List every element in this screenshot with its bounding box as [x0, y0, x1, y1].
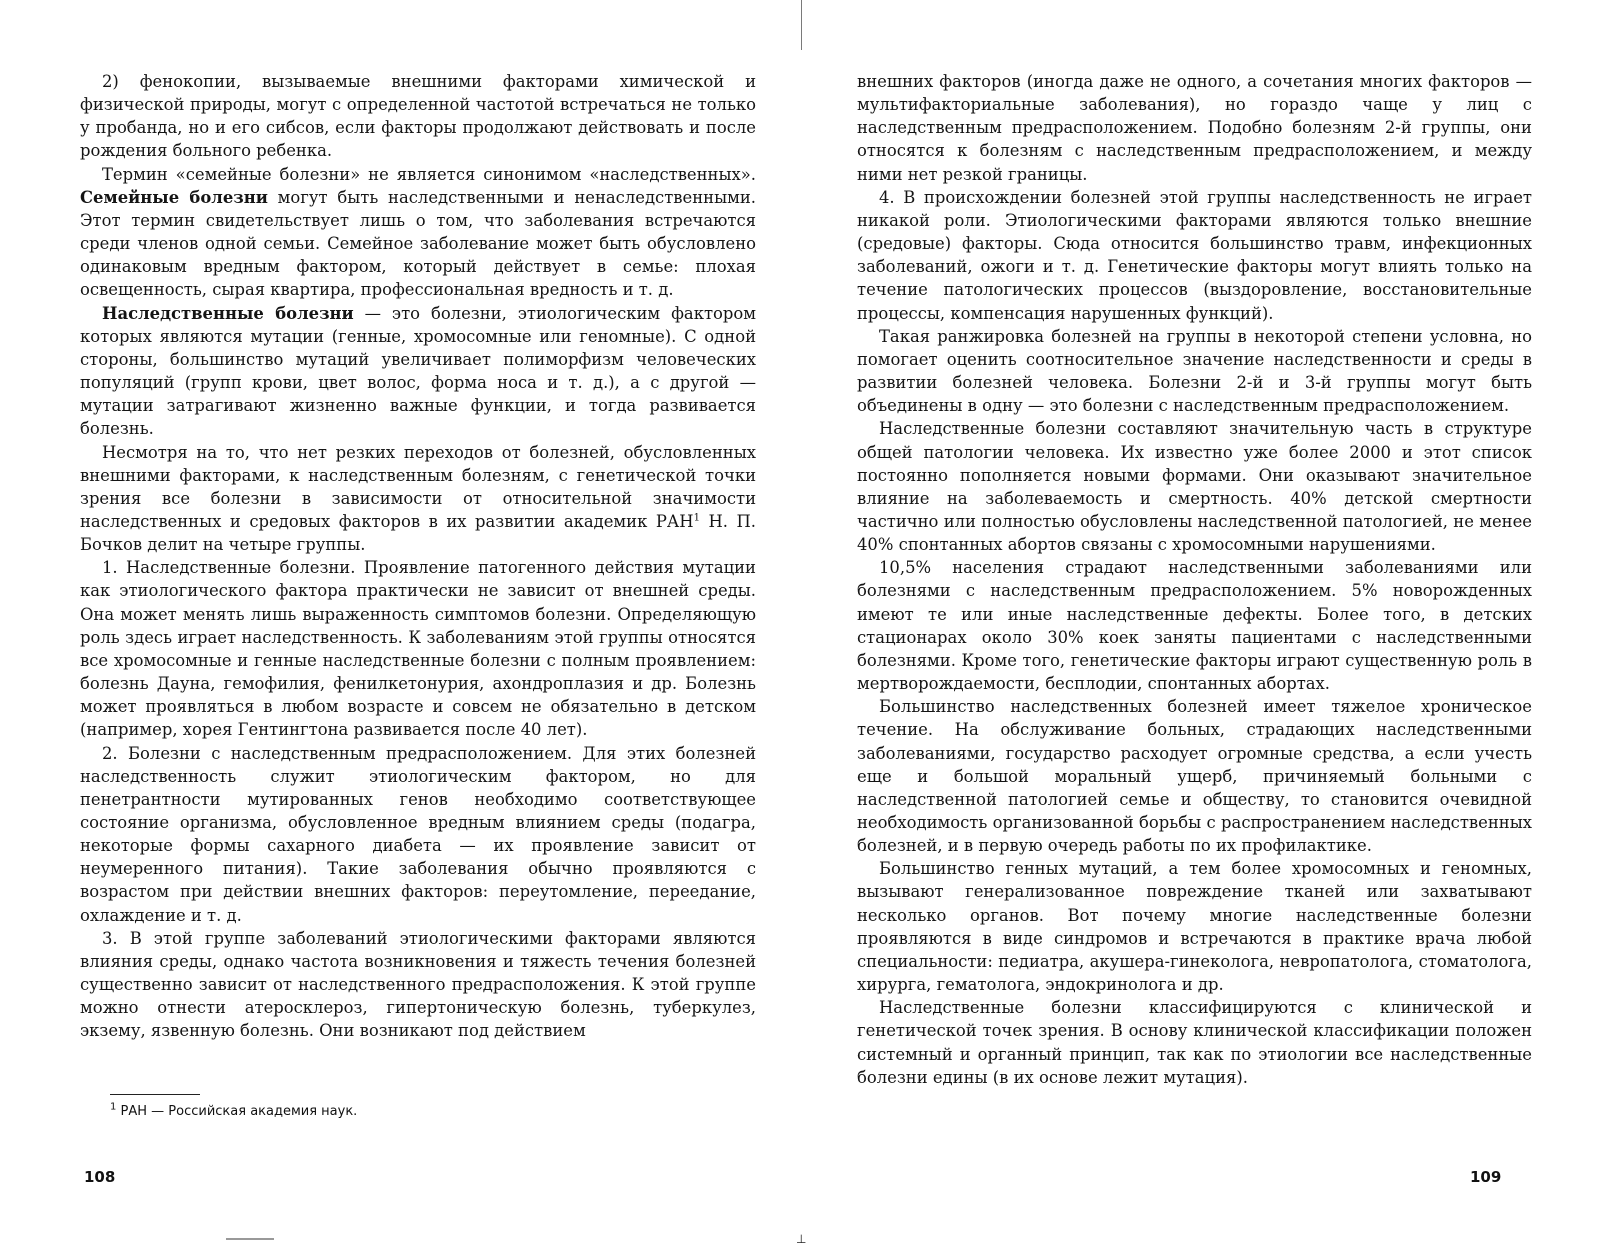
right-page	[857, 70, 1532, 1089]
paragraph: 3. В этой группе заболеваний этиологическими факторами являются влияния среды, однако частота возникновения и тяжесть течения болезней существенно зависит от наследственного предрасположения. К этой группе можно отнести атеросклероз, гипертоническую болезнь, туберкулез, экзему, язвенную болезнь. Они возникают под действием	[80, 928, 756, 1041]
paragraph	[80, 302, 756, 441]
paragraph-text: Термин «семейные болезни» не является синонимом «наследственных».	[102, 164, 756, 184]
paragraph: 4. В происхождении болезней этой группы наследственность не играет никакой роли. Этиологическими факторами являются только внешние (средовые) факторы. Сюда относится большинство травм, инфекционных заболеваний, ожоги и т. д. Генетические факторы могут влиять только на течение патологических процессов (выздоровление, восстановительные процессы, компенсация нарушенных функций).	[857, 187, 1532, 323]
paragraph-text: Несмотря на то, что нет резких переходов от болезней, обусловленных внешними факторами, к наследственным болезням, с генетической точки зрения все болезни в зависимости от относительной значимости наследственных и средовых факторов в их развитии академик РАН	[80, 442, 756, 531]
page-number-right: 109	[1470, 1168, 1502, 1186]
paragraph: Наследственные болезни составляют значительную часть в структуре общей патологии человека. Их известно уже более 2000 и этот список постоянно пополняется новыми формами. Они оказывают значительное влияние на заболеваемость и смертность. 40% детской смертности частично или полностью обусловлены наследственной патологией, не менее 40% спонтанных абортов связаны с хромосомными нарушениями.	[857, 419, 1532, 555]
paragraph-text: могут быть наследственными и ненаследственными. Этот термин свидетельствует лишь о том, что заболевания встречаются среди членов одной семьи. Семейное заболевание может быть обусловлено одинаковым вредным фактором, который действует в семье: плохая освещенность, сырая квартира, профессиональная вредность и т. д.	[80, 187, 756, 300]
scan-artifact	[226, 1238, 274, 1240]
paragraph: 1. Наследственные болезни. Проявление патогенного действия мутации как этиологического фактора практически не зависит от внешней среды. Она может менять лишь выраженность симптомов болезни. Определяющую роль здесь играет наследственность. К заболеваниям этой группы относятся все хромосомные и генные наследственные болезни с полным проявлением: болезнь Дауна, гемофилия, фенилкетонурия, ахондроплазия и др. Болезнь может проявляться в любом возрасте и совсем не обязательно в детском (например, хорея Гентингтона развивается после 40 лет).	[80, 558, 756, 740]
paragraph: 2) фенокопии, вызываемые внешними факторами химической и физической природы, могут с определенной частотой встречаться не только у пробанда, но и его сибсов, если факторы продолжают действовать и после рождения больного ребенка.	[80, 72, 756, 161]
paragraph: 2. Болезни с наследственным предрасположением. Для этих болезней наследственность служит этиологическим фактором, но для пенетрантности мутированных генов необходимо соответствующее состояние организма, обусловленное вредным влиянием среды (подагра, некоторые формы сахарного диабета — их проявление зависит от неумеренного питания). Такие заболевания обычно проявляются с возрастом при действии внешних факторов: переутомление, переедание, охлаждение и т. д.	[80, 743, 756, 925]
footnote-ref[interactable]: 1	[693, 512, 700, 524]
bold-term: Наследственные болезни	[102, 303, 354, 323]
paragraph: 10,5% населения страдают наследственными заболеваниями или болезнями с наследственным предрасположением. 5% новорожденных имеют те или иные наследственные дефекты. Более того, в детских стационарах около 30% коек заняты пациентами с наследственными болезнями. Кроме того, генетические факторы играют существенную роль в мертворождаемости, бесплодии, спонтанных абортах.	[857, 558, 1532, 694]
binding-mark: ⊥	[796, 1232, 807, 1246]
paragraph	[80, 441, 756, 557]
paragraph: Большинство наследственных болезней имеет тяжелое хроническое течение. На обслуживание больных, страдающих наследственными заболеваниями, государство расходует огромные средства, а если учесть еще и большой моральный ущерб, причиняемый больными с наследственной патологией семье и обществу, то становится очевидной необходимость организованной борьбы с распространением наследственных болезней, и в первую очередь работы по их профилактике.	[857, 697, 1532, 856]
paragraph-text: — это болезни, этиологическим фактором которых являются мутации (генные, хромосомные или геномные). С одной стороны, большинство мутаций увеличивает полиморфизм человеческих популяций (групп крови, цвет волос, форма носа и т. д.), а с другой — мутации затрагивают жизненно важные функции, и тогда развивается болезнь.	[80, 303, 756, 439]
left-page	[80, 70, 756, 1043]
footnote-text: РАН — Российская академия наук.	[120, 1104, 358, 1119]
footnote	[110, 1101, 358, 1119]
paragraph	[80, 163, 756, 302]
gutter-mark	[801, 0, 802, 50]
paragraph: внешних факторов (иногда даже не одного, а сочетания многих факторов — мультифакториальные заболевания), но гораздо чаще у лиц с наследственным предрасположением. Подобно болезням 2-й группы, они относятся к болезням с наследственным предрасположением, и между ними нет резкой границы.	[857, 72, 1532, 184]
paragraph-text: Н. П. Бочков делит на четыре группы.	[80, 511, 756, 555]
page-number-left: 108	[84, 1168, 116, 1186]
footnote-mark: 1	[110, 1101, 117, 1113]
bold-term: Семейные болезни	[80, 187, 268, 207]
footnote-divider	[110, 1094, 200, 1095]
paragraph: Наследственные болезни классифицируются с клинической и генетической точек зрения. В основу клинической классификации положен системный и органный принцип, так как по этиологии все наследственные болезни едины (в их основе лежит мутация).	[857, 998, 1532, 1087]
paragraph: Большинство генных мутаций, а тем более хромосомных и геномных, вызывают генерализованное повреждение тканей или захватывают несколько органов. Вот почему многие наследственные болезни проявляются в виде синдромов и встречаются в практике врача любой специальности: педиатра, акушера-гинеколога, невропатолога, стоматолога, хирурга, гематолога, эндокринолога и др.	[857, 859, 1532, 995]
paragraph: Такая ранжировка болезней на группы в некоторой степени условна, но помогает оценить соотносительное значение наследственности и среды в развитии болезней человека. Болезни 2-й и 3-й группы могут быть объединены в одну — это болезни с наследственным предрасположением.	[857, 326, 1532, 416]
